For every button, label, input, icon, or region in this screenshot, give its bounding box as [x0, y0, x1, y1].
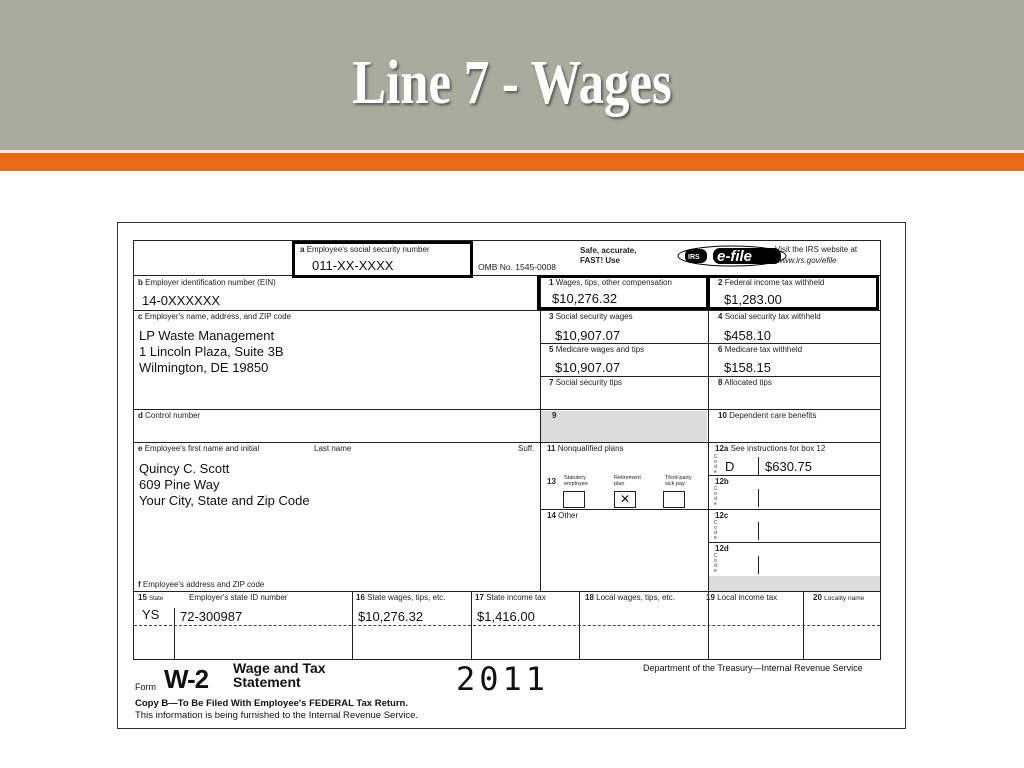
- box-13-label: 13: [547, 477, 556, 486]
- box-c-label: c Employer's name, address, and ZIP code: [138, 312, 292, 321]
- rule: [540, 509, 880, 510]
- box-a-label: a Employee's social security number: [300, 245, 430, 254]
- box-12b-code-tag: Code: [714, 486, 718, 507]
- safe-line-2: FAST! Use: [580, 256, 621, 265]
- box-16-value: $10,276.32: [358, 609, 424, 624]
- irs-info-note: This information is being furnished to the Internal Revenue Service.: [135, 710, 419, 721]
- box-14-label: 14 Other: [547, 511, 579, 520]
- box-15-state: YS: [142, 607, 160, 622]
- box-e-last-name-label: Last name: [314, 444, 352, 453]
- box-7-label: 7 Social security tips: [549, 378, 622, 387]
- dashed-rule: [134, 625, 880, 626]
- box-5-label: 5 Medicare wages and tips: [549, 345, 645, 354]
- box-12a-value: $630.75: [765, 459, 812, 474]
- box-3-label: 3 Social security wages: [549, 312, 633, 321]
- box-12a-code: D: [725, 459, 735, 474]
- box-e-label: e Employee's first name and initial: [138, 444, 260, 453]
- box-9-shade: [541, 411, 707, 442]
- box-15-id-label: Employer's state ID number: [189, 593, 288, 602]
- rule: [758, 556, 759, 574]
- box-f-label: f Employee's address and ZIP code: [138, 580, 265, 589]
- box-e-suff-label: Suff.: [518, 444, 535, 453]
- employee-street: 609 Pine Way: [139, 477, 220, 492]
- rule: [134, 310, 880, 311]
- box-2-label: 2 Federal income tax withheld: [718, 278, 825, 287]
- box-b-value: 14-0XXXXXX: [142, 293, 221, 308]
- divider-orange: [0, 153, 1024, 171]
- rule: [758, 522, 759, 540]
- box-20-label: 20 Locality name: [813, 593, 865, 602]
- box-15-label: 15 State: [138, 593, 164, 602]
- box-12b-label: 12b: [715, 477, 729, 486]
- rule: [708, 475, 880, 476]
- rule: [708, 542, 880, 543]
- box-4-label: 4 Social security tax withheld: [718, 312, 821, 321]
- box-12c-code-tag: Code: [714, 520, 718, 541]
- efile-text: e-file: [717, 248, 753, 265]
- box-1-value: $10,276.32: [552, 291, 618, 306]
- employer-address: 1 Lincoln Plaza, Suite 3B: [139, 344, 284, 359]
- box-17-value: $1,416.00: [477, 609, 535, 624]
- rule: [134, 591, 880, 592]
- statutory-employee-checkbox[interactable]: [563, 491, 585, 508]
- box-17-label: 17 State income tax: [475, 593, 546, 602]
- treasury-department: Department of the Treasury—Internal Revenue Service: [643, 663, 863, 673]
- box-6-value: $158.15: [724, 360, 771, 375]
- visit-line-2: www.irs.gov/efile: [777, 256, 837, 265]
- box-12c-label: 12c: [715, 511, 729, 520]
- form-title-line-1: Wage and Tax: [233, 660, 326, 676]
- box-d-label: d Control number: [138, 411, 201, 420]
- form-title: [233, 661, 326, 689]
- rule: [174, 608, 175, 659]
- box-12d-code-tag: Code: [714, 553, 718, 574]
- ssn-highlight: [292, 241, 473, 278]
- box-15-id: 72-300987: [180, 609, 243, 624]
- box-13-statutory-label: Statutory employee: [564, 475, 588, 487]
- rule: [758, 457, 759, 475]
- box-10-label: 10 Dependent care benefits: [718, 411, 817, 420]
- form-number: W-2: [164, 664, 209, 694]
- rule: [540, 343, 880, 344]
- box-12a-code-tag: Code: [714, 454, 718, 475]
- box-13-retirement-label: Retirement plan: [614, 475, 641, 487]
- employer-name: LP Waste Management: [139, 328, 275, 343]
- safe-line-1: Safe, accurate,: [580, 246, 637, 255]
- slide-title: Line 7 - Wages: [352, 49, 672, 117]
- tax-year: 2011: [456, 660, 550, 698]
- form-word: Form: [135, 682, 156, 692]
- box-12d-label: 12d: [715, 544, 729, 553]
- box-8-label: 8 Allocated tips: [718, 378, 772, 387]
- box-6-label: 6 Medicare tax withheld: [718, 345, 803, 354]
- retirement-plan-checkbox[interactable]: ✕: [614, 491, 636, 508]
- employee-name: Quincy C. Scott: [139, 461, 230, 476]
- box-11-label: 11 Nonqualified plans: [547, 444, 624, 453]
- box-16-label: 16 State wages, tips, etc.: [356, 593, 446, 602]
- box-12-shade: [709, 576, 880, 591]
- box-b-label: b Employer identification number (EIN): [138, 278, 276, 287]
- efile-logo-graphic: [677, 245, 787, 267]
- rule: [758, 489, 759, 507]
- box-3-value: $10,907.07: [555, 328, 621, 343]
- box-1-highlight: [537, 275, 709, 310]
- box-2-highlight: [707, 275, 879, 310]
- efile-prefix: IRS: [688, 254, 700, 261]
- box-5-value: $10,907.07: [555, 360, 621, 375]
- employee-city: Your City, State and Zip Code: [139, 493, 310, 508]
- box-19-label: 19 Local income tax: [706, 593, 778, 602]
- w2-form-image: [117, 222, 906, 729]
- box-18-label: 18 Local wages, tips, etc.: [585, 593, 675, 602]
- rule: [134, 409, 880, 410]
- rule: [134, 442, 880, 443]
- third-party-sick-pay-checkbox[interactable]: [663, 491, 685, 508]
- form-title-line-2: Statement: [233, 674, 301, 690]
- efile-logo: [677, 245, 787, 267]
- copy-b-instruction: Copy B—To Be Filed With Employee's FEDERAL Tax Return.: [135, 698, 408, 709]
- employer-city: Wilmington, DE 19850: [139, 360, 269, 375]
- box-13-sick-label: Third-party sick pay: [665, 475, 692, 487]
- rule: [540, 376, 880, 377]
- box-1-label: 1 Wages, tips, other compensation: [549, 278, 672, 287]
- box-a-value: 011-XX-XXXX: [312, 258, 394, 273]
- visit-line-1: Visit the IRS website at: [775, 245, 858, 254]
- w2-form-grid: [133, 240, 881, 660]
- box-4-value: $458.10: [724, 328, 771, 343]
- box-12a-label: 12a See instructions for box 12: [715, 444, 826, 453]
- box-2-value: $1,283.00: [724, 292, 782, 307]
- box-9-label: 9: [552, 411, 557, 420]
- omb-number: OMB No. 1545-0008: [478, 262, 556, 272]
